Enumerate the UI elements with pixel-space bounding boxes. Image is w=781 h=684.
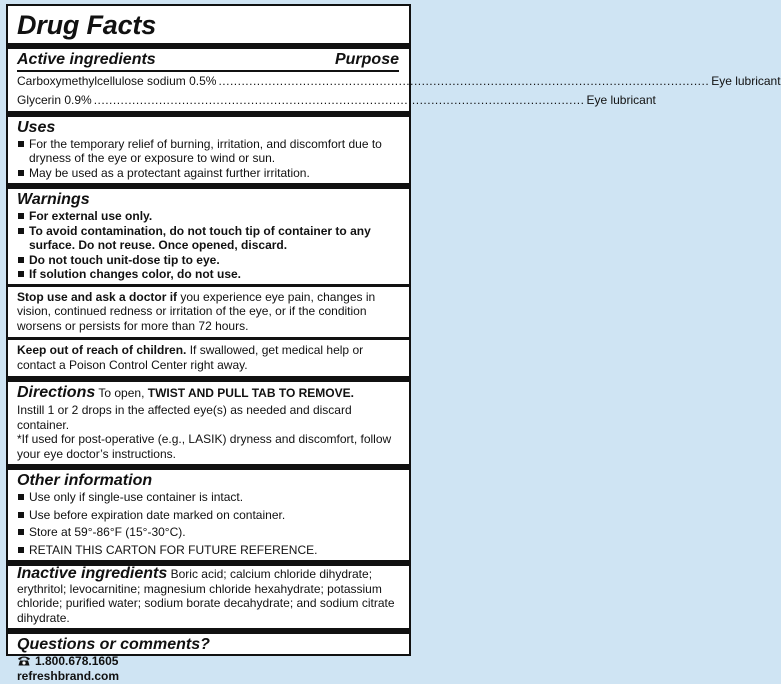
- bullet-icon: [18, 512, 24, 518]
- list-item: If solution changes color, do not use.: [17, 267, 399, 282]
- ingredient-name: Glycerin 0.9%: [17, 92, 92, 107]
- uses-section: [8, 117, 409, 184]
- list-item: Store at 59°-86°F (15°-30°C).: [17, 525, 399, 540]
- other-information-heading: Other information: [17, 472, 153, 489]
- website-link[interactable]: refreshbrand.com: [17, 669, 120, 683]
- warnings-section: [8, 189, 409, 284]
- ingredient-purpose: Eye lubricant: [586, 92, 656, 107]
- keep-out-section: [8, 340, 409, 376]
- bullet-icon: [18, 170, 24, 176]
- list-item: Use only if single-use container is intact.: [17, 490, 399, 505]
- active-ingredient-row: [17, 92, 656, 108]
- purpose-heading: Purpose: [334, 51, 399, 68]
- bullet-icon: [18, 228, 24, 234]
- bullet-icon: [18, 257, 24, 263]
- directions-note: *If used for post-operative (e.g., LASIK) dryness and discomfort, follow your eye doctor’s instructions.: [17, 432, 392, 461]
- bullet-icon: [18, 494, 24, 500]
- list-item: For external use only.: [17, 209, 399, 224]
- ingredient-name: Carboxymethylcellulose sodium 0.5%: [17, 73, 217, 88]
- directions-section: [8, 382, 409, 464]
- directions-line: Instill 1 or 2 drops in the affected eye(s) as needed and discard container.: [17, 403, 352, 432]
- drug-facts-panel: [6, 4, 781, 683]
- active-ingredients-section: [8, 49, 781, 111]
- bullet-icon: [18, 529, 24, 535]
- inactive-ingredients-heading: Inactive ingredients: [17, 565, 168, 582]
- leader-dots: [218, 73, 709, 89]
- active-ingredient-row: [17, 73, 781, 89]
- stop-use-text: Stop use and ask a doctor if you experience eye pain, changes in vision, continued redness or irritation of the eye, or if the condition worsens or persists for more than 72 hours.: [17, 289, 376, 333]
- inactive-ingredients-text: Inactive ingredients Boric acid; calcium chloride dihydrate; erythritol; levocarnitine; magnesium chloride hexahydrate; potassium chloride; purified water; sodium borate decahydrate; and sodium citrate dihydrate.: [17, 565, 395, 625]
- bullet-icon: [18, 141, 24, 147]
- uses-heading: Uses: [17, 118, 56, 136]
- stop-use-section: [8, 287, 409, 338]
- warnings-heading: Warnings: [17, 191, 90, 208]
- active-ingredients-heading: Active ingredients: [17, 51, 156, 68]
- list-item: Do not touch unit-dose tip to eye.: [17, 253, 399, 268]
- questions-heading: Questions or comments?: [17, 636, 210, 653]
- list-item: May be used as a protectant against further irritation.: [17, 166, 399, 181]
- other-information-section: [8, 470, 409, 560]
- bullet-icon: [18, 547, 24, 553]
- directions-intro: Directions To open, TWIST AND PULL TAB TO REMOVE.: [17, 384, 354, 401]
- phone-number: 1.800.678.1605: [35, 654, 119, 668]
- divider: [17, 70, 399, 72]
- telephone-icon: [17, 655, 31, 666]
- questions-section: [8, 634, 409, 684]
- page-title: Drug Facts: [17, 10, 157, 40]
- leader-dots: [94, 92, 585, 108]
- list-item: RETAIN THIS CARTON FOR FUTURE REFERENCE.: [17, 543, 399, 558]
- list-item: For the temporary relief of burning, irritation, and discomfort due to dryness of the eye or exposure to wind or sun.: [17, 137, 399, 166]
- keep-out-text: Keep out of reach of children. If swallowed, get medical help or contact a Poison Control Center right away.: [17, 343, 364, 372]
- bullet-icon: [18, 213, 24, 219]
- list-item: To avoid contamination, do not touch tip of container to any surface. Do not reuse. Once opened, discard.: [17, 224, 399, 253]
- bullet-icon: [18, 271, 24, 277]
- phone-line[interactable]: [17, 654, 399, 669]
- active-ingredients-header: [17, 50, 399, 69]
- inactive-ingredients-section: [8, 566, 409, 628]
- ingredient-purpose: Eye lubricant: [711, 73, 781, 88]
- directions-heading: Directions: [17, 384, 96, 401]
- list-item: Use before expiration date marked on container.: [17, 508, 399, 523]
